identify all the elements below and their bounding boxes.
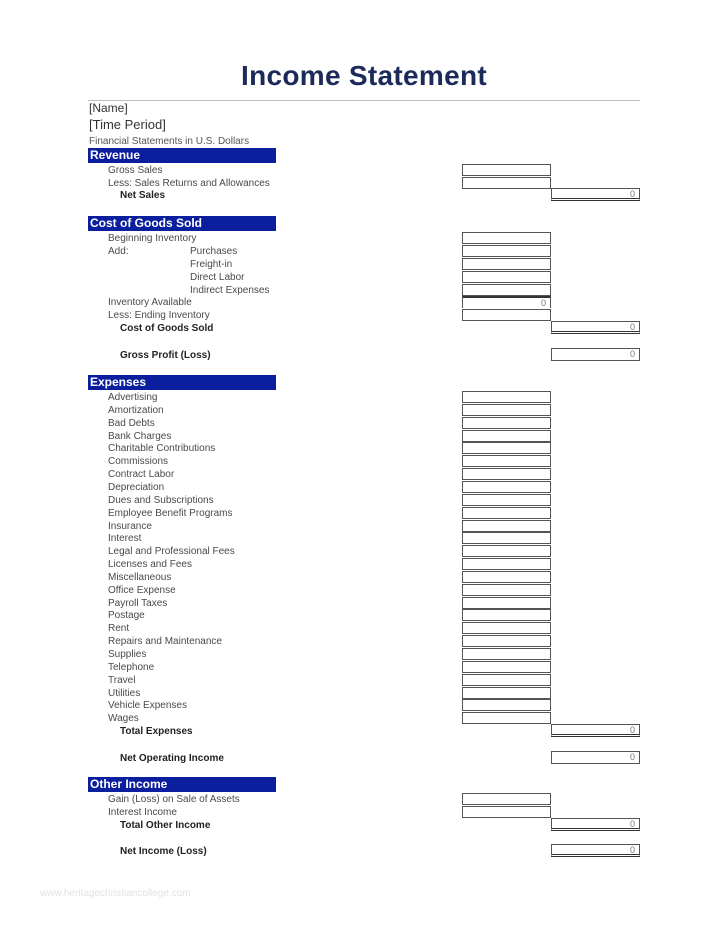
section-header-revenue: Revenue bbox=[88, 148, 276, 163]
other-income-item-label: Gain (Loss) on Sale of Assets bbox=[108, 794, 240, 805]
time-period-field[interactable]: [Time Period] bbox=[89, 117, 166, 132]
expense-item-label: Wages bbox=[108, 713, 139, 725]
total-other-income-value[interactable]: 0 bbox=[551, 818, 640, 831]
expense-item-cell[interactable] bbox=[462, 442, 551, 454]
expense-item-cell[interactable] bbox=[462, 520, 551, 532]
expense-item-label: Insurance bbox=[108, 520, 152, 532]
expense-item-label: Depreciation bbox=[108, 481, 165, 493]
section-header-other-income: Other Income bbox=[88, 777, 276, 792]
expense-item-cell[interactable] bbox=[462, 391, 551, 403]
inventory-available-label: Inventory Available bbox=[108, 297, 192, 308]
expense-item-cell[interactable] bbox=[462, 571, 551, 583]
ending-inventory-cell[interactable] bbox=[462, 309, 551, 321]
cogs-add-item-label: Freight-in bbox=[190, 259, 233, 270]
inventory-available-value[interactable]: 0 bbox=[462, 296, 551, 308]
net-income-label: Net Income (Loss) bbox=[120, 846, 207, 857]
revenue-item-cell[interactable] bbox=[462, 177, 551, 189]
section-header-expenses: Expenses bbox=[88, 375, 276, 390]
cogs-add-item-label: Purchases bbox=[190, 246, 238, 257]
expense-item-cell[interactable] bbox=[462, 417, 551, 429]
expense-item-cell[interactable] bbox=[462, 687, 551, 699]
expense-item-cell[interactable] bbox=[462, 648, 551, 660]
expense-item-cell[interactable] bbox=[462, 597, 551, 609]
ending-inventory-label: Less: Ending Inventory bbox=[108, 310, 210, 321]
expense-item-label: Miscellaneous bbox=[108, 571, 172, 583]
expense-item-cell[interactable] bbox=[462, 584, 551, 596]
net-operating-income-value[interactable]: 0 bbox=[551, 751, 640, 764]
other-income-item-cell[interactable] bbox=[462, 806, 551, 818]
cogs-add-item-cell[interactable] bbox=[462, 258, 551, 270]
gross-profit-value[interactable]: 0 bbox=[551, 348, 640, 361]
expense-item-cell[interactable] bbox=[462, 545, 551, 557]
gross-profit-label: Gross Profit (Loss) bbox=[120, 350, 211, 361]
expense-item-label: Bank Charges bbox=[108, 430, 172, 442]
cogs-add-item-cell[interactable] bbox=[462, 271, 551, 283]
expense-item-cell[interactable] bbox=[462, 494, 551, 506]
expense-item-cell[interactable] bbox=[462, 507, 551, 519]
section-header-cogs: Cost of Goods Sold bbox=[88, 216, 276, 231]
beginning-inventory-cell[interactable] bbox=[462, 232, 551, 244]
expense-item-label: Dues and Subscriptions bbox=[108, 494, 214, 506]
expense-item-cell[interactable] bbox=[462, 430, 551, 442]
expense-item-label: Licenses and Fees bbox=[108, 559, 192, 571]
expense-item-cell[interactable] bbox=[462, 609, 551, 621]
cogs-total-label: Cost of Goods Sold bbox=[120, 323, 214, 334]
revenue-item-label: Gross Sales bbox=[108, 165, 163, 176]
net-sales-value[interactable]: 0 bbox=[551, 188, 640, 201]
total-expenses-value[interactable]: 0 bbox=[551, 724, 640, 737]
expense-item-label: Postage bbox=[108, 610, 145, 622]
expense-item-label: Supplies bbox=[108, 649, 147, 660]
net-income-value[interactable]: 0 bbox=[551, 844, 640, 857]
expense-item-label: Employee Benefit Programs bbox=[108, 507, 233, 519]
expense-item-label: Rent bbox=[108, 623, 130, 635]
expense-item-label: Travel bbox=[108, 674, 136, 686]
revenue-item-cell[interactable] bbox=[462, 164, 551, 176]
expense-item-label: Vehicle Expenses bbox=[108, 700, 187, 712]
total-expenses-label: Total Expenses bbox=[120, 726, 193, 737]
statement-subtitle: Financial Statements in U.S. Dollars bbox=[89, 136, 250, 147]
expense-item-label: Payroll Taxes bbox=[108, 597, 168, 609]
other-income-item-label: Interest Income bbox=[108, 807, 177, 818]
expense-item-cell[interactable] bbox=[462, 481, 551, 493]
page-title: Income Statement bbox=[241, 60, 487, 91]
expense-item-label: Commissions bbox=[108, 456, 169, 468]
expense-item-cell[interactable] bbox=[462, 622, 551, 634]
watermark-text: www.heritagechristiancollege.com bbox=[40, 888, 191, 899]
expense-item-label: Bad Debts bbox=[108, 417, 155, 429]
title-divider bbox=[88, 100, 640, 101]
cogs-add-item-label: Direct Labor bbox=[190, 272, 245, 283]
expense-item-label: Utilities bbox=[108, 687, 141, 699]
revenue-item-label: Less: Sales Returns and Allowances bbox=[108, 178, 270, 189]
expense-item-label: Office Expense bbox=[108, 584, 176, 596]
name-field[interactable]: [Name] bbox=[89, 101, 128, 115]
expense-item-cell[interactable] bbox=[462, 712, 551, 724]
cogs-total-value[interactable]: 0 bbox=[551, 321, 640, 334]
net-sales-label: Net Sales bbox=[120, 190, 166, 201]
expense-item-label: Repairs and Maintenance bbox=[108, 636, 222, 648]
expense-item-label: Amortization bbox=[108, 404, 164, 416]
expense-item-cell[interactable] bbox=[462, 635, 551, 647]
expense-item-cell[interactable] bbox=[462, 674, 551, 686]
expense-item-cell[interactable] bbox=[462, 468, 551, 480]
expense-item-cell[interactable] bbox=[462, 404, 551, 416]
expense-item-label: Interest bbox=[108, 533, 142, 545]
cogs-add-item-cell[interactable] bbox=[462, 245, 551, 257]
expense-item-label: Telephone bbox=[108, 661, 155, 673]
expense-item-label: Legal and Professional Fees bbox=[108, 546, 235, 558]
other-income-item-cell[interactable] bbox=[462, 793, 551, 805]
cogs-add-item-cell[interactable] bbox=[462, 284, 551, 296]
cogs-add-item-label: Indirect Expenses bbox=[190, 285, 270, 296]
expense-item-cell[interactable] bbox=[462, 455, 551, 467]
expense-item-cell[interactable] bbox=[462, 661, 551, 673]
expense-item-cell[interactable] bbox=[462, 558, 551, 570]
beginning-inventory-label: Beginning Inventory bbox=[108, 233, 197, 244]
add-label: Add: bbox=[108, 246, 129, 257]
expense-item-cell[interactable] bbox=[462, 699, 551, 711]
expense-item-label: Advertising bbox=[108, 392, 158, 403]
net-operating-income-label: Net Operating Income bbox=[120, 753, 224, 764]
expense-item-cell[interactable] bbox=[462, 532, 551, 544]
total-other-income-label: Total Other Income bbox=[120, 820, 211, 831]
expense-item-label: Charitable Contributions bbox=[108, 443, 216, 455]
expense-item-label: Contract Labor bbox=[108, 469, 175, 481]
